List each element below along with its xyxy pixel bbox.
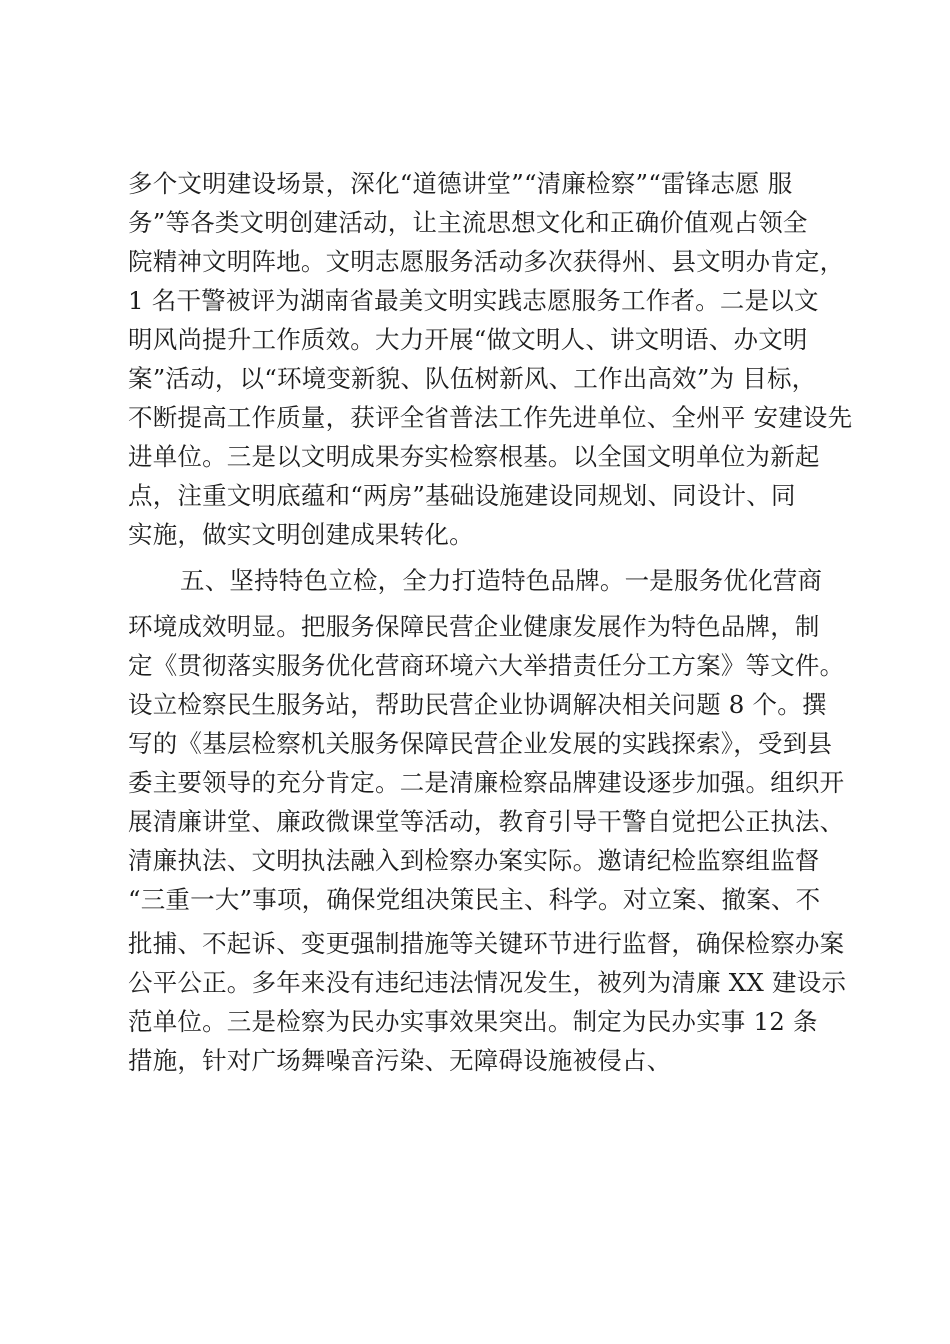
text-line-9: 点，注重文明底蕴和“两房”基础设施建设同规划、同设计、同 [128,481,796,510]
text-line-8: 进单位。三是以文明成果夯实检察根基。以全国文明单位为新起 [128,442,820,471]
text-line-1: 多个文明建设场景，深化“道德讲堂”“清廉检察”“雷锋志愿 服 [128,169,793,198]
text-line-17: 展清廉讲堂、廉政微课堂等活动，教育引导干警自觉把公正执法、 [128,807,845,836]
text-line-4: 1 名干警被评为湖南省最美文明实践志愿服务工作者。二是以文 [128,286,819,315]
text-line-5: 明风尚提升工作质效。大力开展“做文明人、讲文明语、办文明 [128,325,808,354]
text-line-14: 设立检察民生服务站，帮助民营企业协调解决相关问题 8 个。撰 [128,690,827,719]
text-line-3: 院精神文明阵地。文明志愿服务活动多次获得州、县文明办肯定， [128,247,845,276]
text-line-10: 实施，做实文明创建成果转化。 [128,520,474,549]
text-line-21: 公平公正。多年来没有违纪违法情况发生，被列为清廉 XX 建设示 [128,968,847,997]
text-line-22: 范单位。三是检察为民办实事效果突出。制定为民办实事 12 条 [128,1007,818,1036]
text-line-23: 措施，针对广场舞噪音污染、无障碍设施被侵占、 [128,1046,672,1075]
section-heading-line: 五、坚持特色立检，全力打造特色品牌。一是服务优化营商 [180,566,823,595]
text-line-7: 不断提高工作质量，获评全省普法工作先进单位、全州平 安建设先 [128,403,853,432]
text-line-20: 批捕、不起诉、变更强制措施等关键环节进行监督，确保检察办案 [128,929,845,958]
text-line-16: 委主要领导的充分肯定。二是清廉检察品牌建设逐步加强。组织开 [128,768,845,797]
text-line-15: 写的《基层检察机关服务保障民营企业发展的实践探索》，受到县 [128,729,833,758]
text-line-19: “三重一大”事项，确保党组决策民主、科学。对立案、撤案、不 [128,885,821,914]
text-line-18: 清廉执法、文明执法融入到检察办案实际。邀请纪检监察组监督 [128,846,820,875]
text-line-13: 定《贯彻落实服务优化营商环境六大举措责任分工方案》等文件。 [128,651,845,680]
text-line-6: 案”活动，以“环境变新貌、队伍树新风、工作出高效”为 目标， [128,364,817,393]
text-line-2: 务”等各类文明创建活动，让主流思想文化和正确价值观占领全 [128,208,808,237]
text-line-12: 环境成效明显。把服务保障民营企业健康发展作为特色品牌，制 [128,612,820,641]
